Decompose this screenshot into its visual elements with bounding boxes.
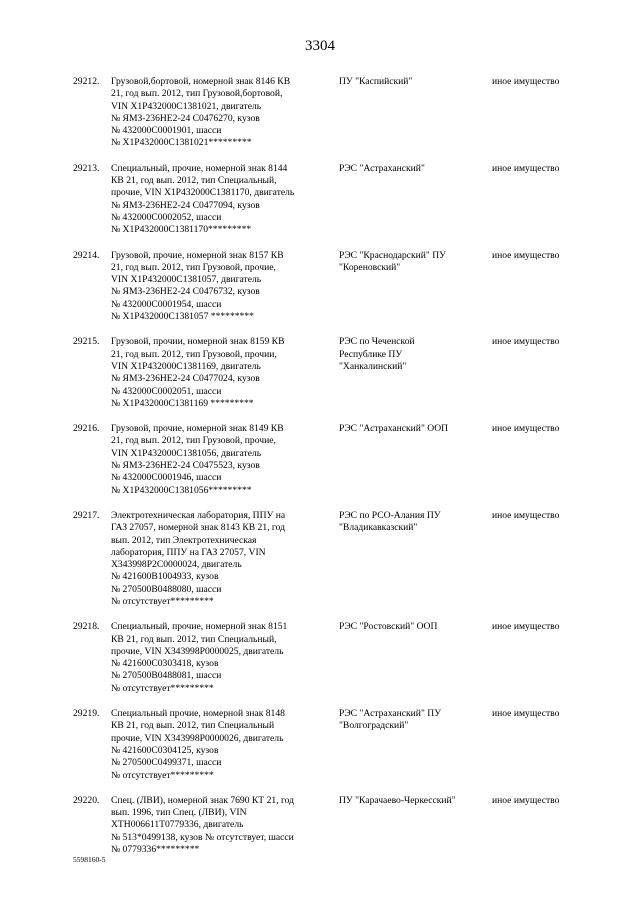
record-property-type: иное имущество [492,249,560,261]
record-number: 29216. [73,423,100,435]
record-number: 29213. [73,162,100,174]
record-property-type: иное имущество [492,794,560,806]
record-number: 29214. [73,249,100,261]
record-organization: ПУ "Каспийский" [339,76,413,87]
record-organization: РЭС "Астраханский" ООП [339,423,449,435]
record-organization: РЭС "Астраханский" [339,162,425,174]
record-number: 29219. [73,708,100,720]
record-organization: РЭС по Чеченской Республике ПУ "Ханкалинский" [339,336,415,372]
record-row [73,708,573,782]
record-description: Грузовой, прочии, номерной знак 8159 КВ 21, год вып. 2012, тип Грузовой, прочии, VIN X1P432000C1381169, двигатель № ЯМЗ-236НЕ2-24 С0477024, кузов № 432000С0002051, шасси № X1P432000C1381169 ********* [111,336,285,409]
record-organization: РЭС "Краснодарский" ПУ "Кореновский" [339,249,446,273]
record-row [73,795,573,856]
record-description: Грузовой, прочие, номерной знак 8157 КВ 21, год вып. 2012, тип Грузовой, прочие, VIN X1P432000C1381057, двигатель № ЯМЗ-236НЕ2-24 С0476732, кузов № 432000С0001954, шасси № X1P432000C1381057 ********* [111,249,284,323]
record-row [73,621,573,695]
record-row [73,510,573,608]
record-description: Грузовой, прочие, номерной знак 8149 КВ 21, год вып. 2012, тип Грузовой, прочие, VIN X1P432000C1381056, двигатель № ЯМЗ-236НЕ2-24 С0475523, кузов № 432000С0001946, шасси № X1P432000C1381056********* [111,423,284,496]
record-description: Электротехническая лаборатория, ППУ на ГАЗ 27057, номерной знак 8143 КВ 21, год вып. 2012, тип Электротехническая лаборатория, ППУ на ГАЗ 27057, VIN X343998P2C0000024, двигатель № 421600В1004933, кузов № 270500В0488080, шасси № отсутствует********* [111,509,286,607]
record-number: 29217. [73,509,100,521]
record-row [73,336,573,410]
record-row [73,163,573,237]
record-row [73,250,573,324]
record-property-type: иное имущество [492,76,560,87]
record-description: Грузовой,бортовой, номерной знак 8146 КВ 21, год вып. 2012, тип Грузовой,бортовой, VIN X1P432000C1381021, двигатель № ЯМЗ-236НЕ2-24 С0476270, кузов № 432000С0001901, шасси № X1P432000C1381021********* [111,76,291,149]
records-list [73,76,573,869]
record-organization: РЭС "Астраханский" ПУ "Волгоградский" [339,708,441,732]
record-row [73,423,573,497]
record-organization: РЭС "Ростовский" ООП [339,621,438,633]
record-property-type: иное имущество [492,162,560,174]
record-property-type: иное имущество [492,708,560,720]
page-number: 3304 [305,38,335,54]
footer-code: 5598160-5 [73,855,106,864]
record-property-type: иное имущество [492,621,560,633]
record-property-type: иное имущество [492,509,560,521]
record-description: Специальный прочие, номерной знак 8148 КВ 21, год вып. 2012, тип Специальный прочие, VIN X343998P0000026, двигатель № 421600С0304125, кузов № 270500С0499371, шасси № отсутствует********* [111,708,285,781]
record-description: Специальный, прочие, номерной знак 8151 КВ 21, год вып. 2012, тип Специальный, прочие, VIN X343998P0000025, двигатель № 421600С0303418, кузов № 270500В0488081, шасси № отсутствует********* [111,621,288,694]
record-organization: РЭС по РСО-Алания ПУ "Владикавказский" [339,509,441,534]
record-description: Специальный, прочие, номерной знак 8144 КВ 21, год вып. 2012, тип Специальный, прочие, VIN X1P432000C1381170, двигатель № ЯМЗ-236НЕ2-24 С0477094, кузов № 432000С0002052, шасси № X1P432000C1381170********* [111,162,295,236]
record-property-type: иное имущество [492,423,560,435]
record-description: Спец. (ЛВИ), номерной знак 7690 КТ 21, год вып. 1996, тип Спец. (ЛВИ), VIN XTH006611T0779336, двигатель № 513*0499138, кузов № отсутствует, шасси № 0779336********* [111,794,295,856]
record-number: 29215. [73,336,100,348]
record-number: 29220. [73,794,100,806]
record-number: 29218. [73,621,100,633]
record-property-type: иное имущество [492,336,560,348]
record-row [73,76,573,150]
record-organization: ПУ "Карачаево-Черкесский" [339,794,456,806]
record-number: 29212. [73,76,100,87]
